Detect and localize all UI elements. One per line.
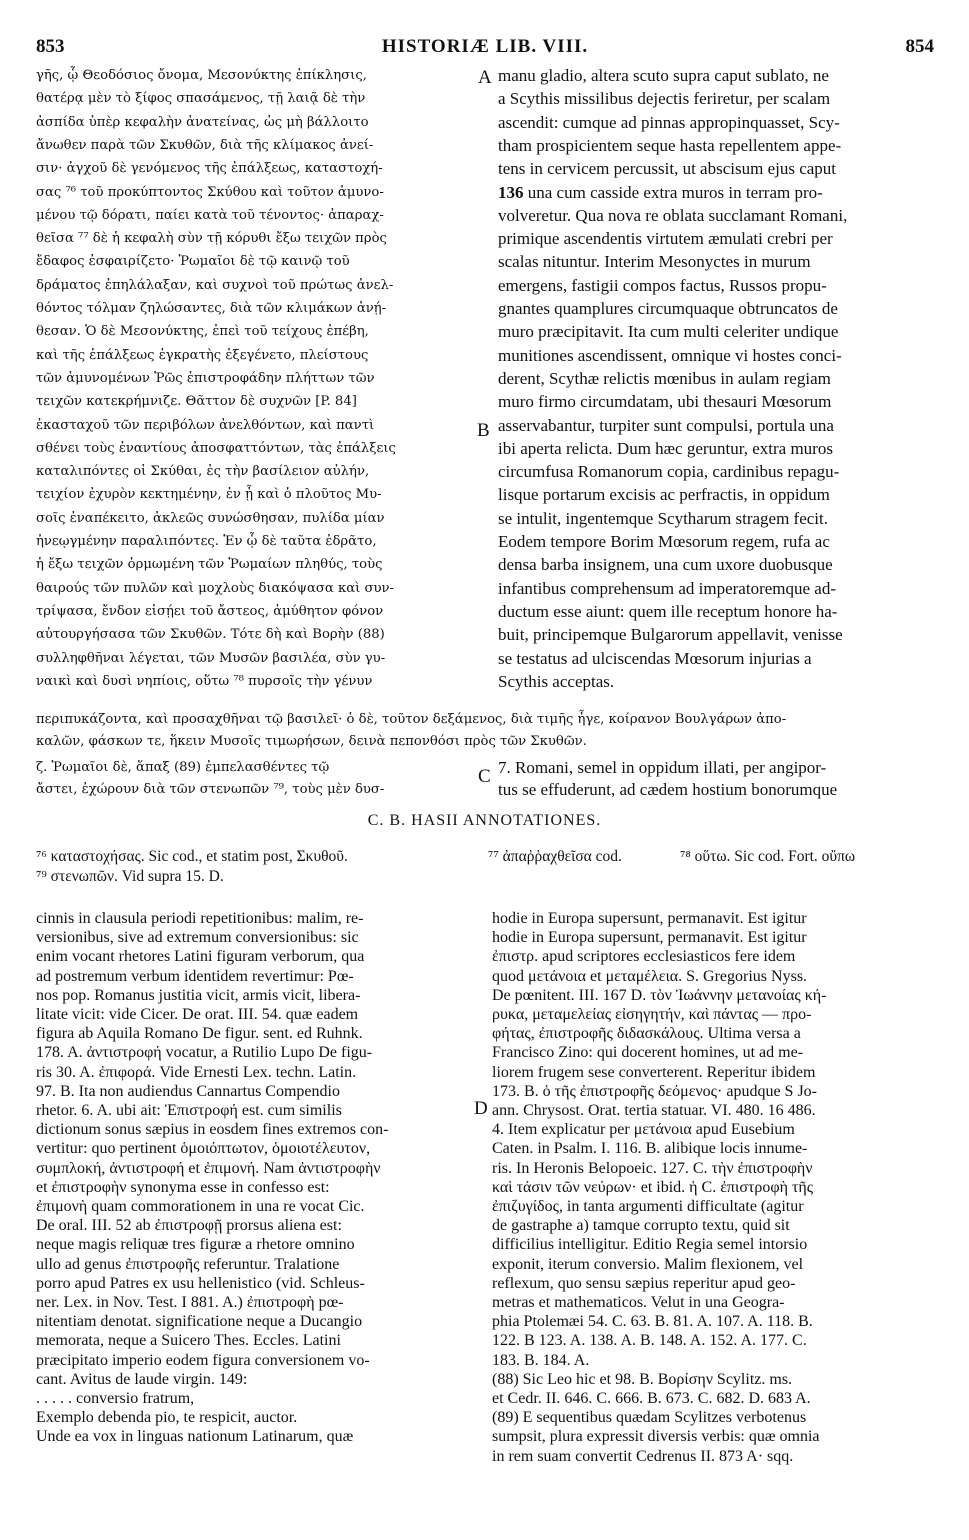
latin-line: densa barba insignem, una cum uxore duobusque — [498, 555, 833, 575]
greek-line: θεσαν. Ὁ δὲ Μεσονύκτης, ἐπεὶ τοῦ τείχους ἐπέβη, — [36, 324, 369, 340]
latin-line: volveretur. Qua nova re oblata succlamant Romani, — [498, 205, 848, 225]
footnote-78: ⁷⁸ οὕτω. Sic cod. Fort. οὔπω — [680, 848, 856, 865]
latin-line: 136 una cum casside extra muros in terram pro- — [498, 182, 823, 202]
annotation-line: vertitur: quo pertinent ὁμοιόπτωτον, ὁμοιοτέλευτον, — [36, 1140, 371, 1158]
margin-marker-a: A — [478, 67, 492, 88]
annotation-line: συμπλοκή, ἀντιστροφή et ἐπιμονή. Nam ἀντιστροφὴν — [36, 1159, 381, 1177]
annotation-line: De pœnitent. III. 167 D. τὸν Ἰωάννην μετανοίας κή- — [492, 986, 827, 1004]
annotation-line: ἐπιζυγίδος, in tanta argumenti difficultate (agitur — [492, 1198, 804, 1215]
latin-text-column — [498, 66, 938, 706]
latin-line: Eodem tempore Borim Mœsorum regem, rufa ac — [498, 532, 830, 551]
annotation-line: figura ab Aquila Romano De figur. sent. ed Ruhnk. — [36, 1025, 363, 1043]
annotations-title: C. B. HASII ANNOTATIONES. — [367, 812, 602, 829]
annotation-line: porro apud Patres ex usu hellenistico (vid. Schleus- — [36, 1274, 365, 1292]
annotation-line: cinnis in clausula periodi repetitionibus: malim, re- — [36, 910, 364, 927]
margin-marker-d: D — [474, 1098, 488, 1119]
greek-line: τρίψασα, ἔνδον εἰσῄει τοῦ ἄστεος, ἀμύθητον φόνον — [36, 603, 384, 619]
latin-line: derent, Scythæ relictis mœnibus in aulam regiam — [498, 368, 831, 388]
annotation-line: et ἐπιστροφὴν synonyma esse in confesso est: — [36, 1178, 330, 1196]
annotation-line: Exemplo debenda pio, te respicit, auctor. — [36, 1409, 298, 1427]
greek-line: θατέρᾳ μὲν τὸ ξίφος σπασάμενος, τῇ λαιᾷ δὲ τὴν — [36, 91, 366, 107]
greek-line: δράματος ἐπηλάλαξαν, καὶ συχνοὶ τοῦ πρώτως ἀνελ- — [36, 277, 394, 293]
greek-line: γῆς, ᾧ Θεοδόσιος ὄνομα, Μεσονύκτης ἐπίκλησις, — [36, 68, 367, 83]
annotation-line: sumpsit, plura expressit diversis verbis: quæ omnia — [492, 1428, 820, 1446]
page-number-left: 853 — [36, 36, 65, 57]
annotation-line: Caten. in Psalm. I. 116. B. alibique locis innume- — [492, 1140, 808, 1158]
annotation-line: in rem suam convertit Cedrenus II. 873 A· sqq. — [492, 1447, 794, 1465]
annotation-line: litate vicit: vide Cicer. De orat. III. 54. quæ eadem — [36, 1006, 359, 1023]
page-header — [36, 36, 934, 60]
annotation-line: ris 30. A. ἐπιφορά. Vide Ernesti Lex. techn. Latin. — [36, 1063, 357, 1081]
latin-line: Scythis acceptas. — [498, 671, 615, 691]
latin-line: ascendit: cumque ad pinnas appropinquasset, Scy- — [498, 112, 840, 132]
annotation-line: 178. A. ἀντιστροφή vocatur, a Rutilio Lupo De figu- — [36, 1044, 373, 1062]
latin-line: tus se effuderunt, ad cædem hostium bonorumque — [498, 780, 838, 799]
annotation-line: 183. B. 184. A. — [492, 1351, 590, 1369]
greek-line: ναικὶ καὶ δυσὶ νηπίοις, οὕτω ⁷⁸ πυρσοῖς τὴν γένυν — [36, 673, 373, 689]
annotation-line: rhetor. 6. A. ubi ait: Ἐπιστροφή est. cum similis — [36, 1102, 342, 1119]
annotation-line: φήτας, ἐπιστροφῆς διδασκάλους. Ultima versa a — [492, 1025, 801, 1043]
annotation-line: de gastraphe a) tamque corrupto textu, quid sit — [492, 1217, 790, 1235]
annotation-line: 4. Item explicatur per μετάνοια apud Eusebium — [492, 1121, 795, 1139]
annotation-line: memorata, neque a Suicero Thes. Eccles. Latini — [36, 1332, 341, 1350]
greek-line: ἄνωθεν παρὰ τῶν Σκυθῶν, διὰ τῆς κλίμακος ἀνεί- — [36, 137, 374, 153]
latin-line: 7. Romani, semel in oppidum illati, per angipor- — [498, 758, 827, 777]
greek-line: ἡ ἔξω τειχῶν ὁρμωμένη τῶν Ῥωμαίων πληθύς, τοὺς — [36, 557, 383, 573]
greek-line: θεῖσα ⁷⁷ δὲ ἡ κεφαλὴ σὺν τῇ κόρυθι ἔξω τειχῶν πρὸς — [36, 231, 387, 247]
annotation-line: Unde ea vox in linguas nationum Latinarum, quæ — [36, 1428, 354, 1446]
greek-line: καταλιπόντες οἱ Σκύθαι, ἐς τὴν βασίλειον αὐλήν, — [36, 464, 370, 480]
greek-line: περιπυκάζοντα, καὶ προσαχθῆναι τῷ βασιλεῖ· ὁ δὲ, τοῦτον δεξάμενος, διὰ τιμῆς ἦγε, κοίρανον Βουλγάρων ἀπο- — [36, 712, 787, 727]
latin-line: gnantes quamplures circumquaque obtruncatos de — [498, 299, 838, 318]
annotation-line: hodie in Europa supersunt, permanavit. Est igitur — [492, 929, 807, 947]
greek-line: τειχῶν κατεκρήμνιζε. Θᾶττον δὲ συχνῶν [P. 84] — [36, 394, 357, 410]
annotation-line: difficilius intelligitur. Editio Regia semel intorsio — [492, 1236, 808, 1254]
latin-line: lisque portarum excisis ac perfractis, in oppidum — [498, 485, 830, 505]
latin-line: buit, principemque Bulgarorum appellavit, venisse — [498, 625, 843, 645]
greek-section-7 — [36, 760, 476, 804]
annotation-line: ullo ad genus ἐπιστροφῆς referuntur. Tralatione — [36, 1255, 340, 1273]
annotation-line: ris. In Heronis Belopoeic. 127. C. τὴν ἐπιστροφὴν — [492, 1159, 813, 1177]
latin-line: infantibus comprehensum ad imperatoremque ad- — [498, 578, 836, 598]
annotation-line: ad postremum verbum identidem revertimur: Pœ- — [36, 967, 354, 985]
annotation-line: et Cedr. II. 646. C. 666. B. 673. C. 682. D. 683 A. — [492, 1390, 811, 1407]
latin-line: ductum esse aiunt: quem ille receptum honore ha- — [498, 601, 838, 621]
annotation-line: . . . . . conversio fratrum, — [36, 1390, 195, 1407]
annotation-line: phia Ptolemæi 54. C. 63. B. 81. A. 107. A. 118. B. — [492, 1313, 813, 1331]
page-number-right: 854 — [905, 36, 934, 57]
margin-marker-b: B — [477, 420, 490, 441]
greek-line: θαιρούς τῶν πυλῶν καὶ μοχλοὺς διακόψασα καὶ συν- — [36, 580, 395, 596]
latin-line: tens in cervicem percussit, ut abscisum ejus caput — [498, 159, 837, 179]
annotation-line: exponit, iterum conversio. Malim flexionem, vel — [492, 1255, 804, 1273]
annotation-line: (88) Sic Leo hic et 98. B. Βορίσην Scylitz. ms. — [492, 1370, 793, 1388]
annotation-line: ἐπιμονὴ quam commorationem in una re vocat Cic. — [36, 1198, 365, 1215]
greek-line: ἑκασταχοῦ τῶν περιβόλων ἀνελθόντων, καὶ παντὶ — [36, 417, 375, 433]
annotation-line: 122. B 123. A. 138. A. B. 148. A. 152. A. 177. C. — [492, 1332, 807, 1350]
latin-line: ibi aperta relicta. Dum hæc geruntur, extra muros — [498, 438, 833, 458]
greek-line: τειχίον ἐχυρὸν κεκτημένην, ἐν ᾗ καὶ ὁ πλοῦτος Μυ- — [36, 487, 382, 503]
annotation-column-right — [492, 910, 932, 1470]
greek-line: ἠνεῳγμένην παραλιπόντες. Ἐν ᾧ δὲ ταῦτα ἐδρᾶτο, — [36, 534, 377, 549]
latin-line: circumfusa Romanorum copia, cardinibus repagu- — [498, 462, 840, 482]
annotation-line: De oral. III. 52 ab ἐπιστροφῇ prorsus aliena est: — [36, 1217, 342, 1235]
annotation-line: καὶ τάσιν τῶν νεύρων· et ibid. ἡ C. ἐπιστροφὴ τῆς — [492, 1178, 814, 1196]
annotation-column-left — [36, 910, 466, 1470]
annotation-line: nitentiam denotat. significatione neque a Ducangio — [36, 1313, 363, 1331]
annotation-line: ρυκα, μεταμελείας εἰσηγητήν, καὶ πάντας — προ- — [492, 1006, 812, 1023]
annotation-line: neque magis reliquæ tres figuræ a rhetore omnino — [36, 1236, 355, 1254]
annotation-line: ann. Chrysost. Orat. tertia statuar. VI. 480. 16 486. — [492, 1102, 816, 1119]
footnote-76: ⁷⁶ καταστοχήσας. Sic cod., et statim post, Σκυθοῦ. — [36, 848, 348, 865]
annotation-line: enim vocant rhetores Latini figuram verborum, qua — [36, 948, 365, 966]
annotation-line: versionibus, sive ad extremum conversionibus: sic — [36, 929, 359, 947]
latin-line: emergens, fastigii compos factus, Russos propu- — [498, 275, 827, 295]
greek-line: σας ⁷⁶ τοῦ προκύπτοντος Σκύθου καὶ τοῦτον ἀμυνο- — [36, 184, 384, 200]
footnote-79: ⁷⁹ στενωπῶν. Vid supra 15. D. — [36, 868, 224, 885]
annotation-line: 97. B. Ita non audiendus Cannartus Compendio — [36, 1082, 340, 1100]
greek-line: καὶ τῆς ἐπάλξεως ἐγκρατὴς ἐξεγένετο, πλείστους — [36, 347, 369, 363]
margin-marker-c: C — [478, 766, 491, 787]
greek-line: τῶν ἀμυνομένων Ῥῶς ἐπιστροφάδην πλήττων τῶν — [36, 370, 375, 386]
annotation-line: ner. Lex. in Nov. Test. I 881. A.) ἐπιστροφὴ pœ- — [36, 1294, 344, 1311]
annotation-line: (89) E sequentibus quædam Scylitzes verbotenus — [492, 1409, 807, 1427]
latin-line: asservabantur, turpiter sunt compulsi, portula una — [498, 415, 834, 435]
greek-wide-text — [36, 712, 936, 756]
latin-section-7 — [498, 758, 938, 802]
annotation-line: reflexum, quo sensu sæpius reperitur apud geo- — [492, 1274, 796, 1292]
greek-line: σθένει τοὺς ἐναντίους ἀποσφαττόντων, τὰς ἐπάλξεις — [36, 440, 396, 456]
greek-line: ἄστει, ἐχώρουν διὰ τῶν στενωπῶν ⁷⁹, τοὺς μὲν δυσ- — [36, 782, 385, 797]
page-reference: 136 — [498, 182, 524, 202]
greek-line: σοῖς ἐναπέκειτο, ἀκλεῶς συνώσθησαν, πυλίδα μίαν — [36, 510, 385, 526]
latin-line: muro præcipitavit. Ita cum multi celeriter undique — [498, 322, 839, 342]
footnote-77: ⁷⁷ ἀπαῤῥαχθεῖσα cod. — [488, 848, 622, 865]
annotation-line: quod μετάνοια et μεταμέλεια. S. Gregorius Nyss. — [492, 967, 808, 985]
greek-line: σιν· ἀγχοῦ δὲ γενόμενος τῆς ἐπάλξεως, καταστοχή- — [36, 161, 383, 177]
latin-line: se intulit, ingentemque Scytharum stragem fecit. — [498, 508, 828, 528]
annotation-line: liorem frugem sese converterent. Reperitur ibidem — [492, 1063, 816, 1081]
greek-text-column — [36, 68, 486, 708]
latin-line: manu gladio, altera scuto supra caput sublato, ne — [498, 66, 829, 85]
annotation-line: metras et mathematicos. Velut in una Geogra- — [492, 1294, 785, 1311]
latin-line: primique ascendentis virtutem æmulati crebri per — [498, 229, 833, 249]
annotation-line: nos pop. Romanus justitia vicit, armis vicit, libera- — [36, 986, 361, 1004]
annotation-line: ἐπιστρ. apud scriptores ecclesiasticos fere idem — [492, 948, 796, 966]
greek-line: συλληφθῆναι λέγεται, τῶν Μυσῶν βασιλέα, σὺν γυ- — [36, 650, 386, 666]
greek-line: μένου τῷ δόρατι, παίει κατὰ τοῦ τένοντος· ἀπαραχ- — [36, 207, 384, 223]
greek-line: θόντος τόλμαν ζηλώσαντες, διὰ τῶν κλιμάκων ἀνῄ- — [36, 301, 387, 316]
latin-line: a Scythis missilibus dejectis feriretur, per scalam — [498, 89, 831, 109]
annotation-line: hodie in Europa supersunt, permanavit. Est igitur — [492, 910, 807, 927]
annotation-line: cant. Avitus de laude virgin. 149: — [36, 1370, 248, 1388]
greek-line: ἔδαφος ἐσφαιρίζετο· Ῥωμαῖοι δὲ τῷ καινῷ τοῦ — [36, 254, 350, 270]
annotation-line: præcipitato imperio eodem figura conversionem vo- — [36, 1351, 370, 1369]
latin-line: munitiones ascendissent, omnique vi hostes conci- — [498, 345, 842, 365]
annotation-line: dictionum sonus sæpius in eosdem fines extremos con- — [36, 1121, 389, 1139]
greek-line: ἀσπίδα ὑπὲρ κεφαλὴν ἀνατείνας, ὡς μὴ βάλλοιτο — [36, 114, 369, 130]
latin-line: muro firmo circumdatam, ubi thesauri Mœsorum — [498, 392, 832, 412]
latin-line: se testatus ad ulciscendas Mœsorum injurias a — [498, 648, 812, 668]
page-title: HISTORIÆ LIB. VIII. — [381, 36, 589, 57]
latin-line: scalas nituntur. Interim Mesonyctes in murum — [498, 252, 811, 272]
greek-line: καλῶν, φάσκων τε, ἥκειν Μυσοῖς τιμωρήσων, δεινὰ πεπονθόσι πρὸς τῶν Σκυθῶν. — [36, 734, 587, 749]
greek-line: αὐτουργήσασα τῶν Σκυθῶν. Τότε δὴ καὶ Βορὴν (88) — [36, 627, 385, 643]
greek-line: ζ. Ῥωμαῖοι δὲ, ἅπαξ (89) ἐμπελασθέντες τῷ — [36, 760, 330, 775]
annotation-line: Francisco Zino: qui docerent homines, ut ad me- — [492, 1044, 804, 1062]
annotation-line: 173. B. ὁ τῆς ἐπιστροφῆς δεόμενος· apudque S Jo- — [492, 1082, 817, 1100]
latin-line: tham prospicientem seque hasta repellentem appe- — [498, 135, 842, 155]
